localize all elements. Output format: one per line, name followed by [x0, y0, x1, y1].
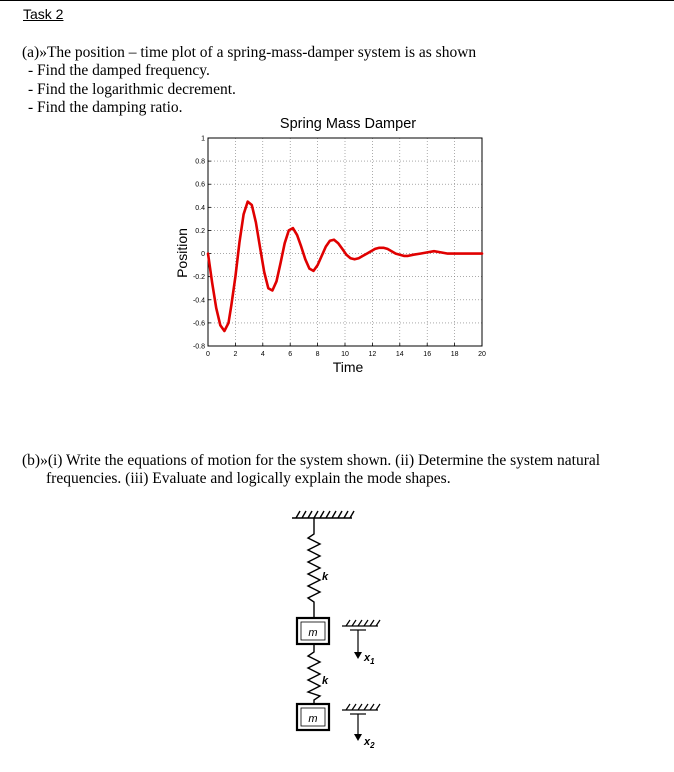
x2-label: $x_2$ — [364, 736, 375, 750]
x-tick-label: 6 — [288, 351, 293, 358]
upper-spring-label: k — [322, 571, 329, 583]
lower-mass-label: m — [308, 713, 318, 725]
top-rule — [0, 0, 674, 1]
x-tick-label: 12 — [368, 351, 377, 358]
chart-title: Spring Mass Damper — [279, 116, 417, 132]
x2-arrow-icon — [354, 734, 362, 741]
two-mass-spring-diagram — [280, 508, 400, 758]
part-b-line-1: (b)»(i) Write the equations of motion for the system shown. (ii) Determine the system natural — [22, 452, 601, 469]
x-tick-label: 2 — [233, 351, 238, 358]
lower-spring — [308, 644, 320, 704]
upper-spring — [308, 518, 320, 618]
y-tick-label: 0.4 — [195, 204, 205, 212]
part-b-text — [22, 452, 640, 488]
y-tick-label: 0.8 — [195, 158, 205, 166]
x-tick-label: 10 — [341, 351, 349, 358]
lower-spring-label: k — [322, 675, 329, 687]
x-axis-label: Time — [332, 359, 364, 375]
spring-mass-damper-chart — [168, 110, 498, 380]
upper-mass-label: m — [308, 627, 318, 639]
part-a-item-3: - Find the damping ratio. — [28, 99, 183, 116]
y-axis-label: Position — [174, 228, 190, 278]
y-tick-label: 0 — [201, 251, 205, 259]
x1-label: $x_1$ — [364, 652, 375, 666]
x2-reference — [342, 704, 380, 738]
y-tick-label: -0.2 — [192, 274, 205, 282]
x-tick-label: 20 — [478, 351, 486, 358]
x-tick-label: 8 — [315, 351, 320, 358]
x-tick-label: 4 — [260, 351, 265, 358]
y-tick-label: 1 — [201, 135, 205, 143]
x-tick-label: 16 — [423, 351, 432, 358]
part-b-line-2: frequencies. (iii) Evaluate and logically explain the mode shapes. — [46, 470, 451, 487]
position-series-line — [208, 202, 482, 331]
x-tick-label: 14 — [395, 351, 404, 358]
chart-grid — [208, 138, 482, 346]
y-tick-label: 0.6 — [195, 181, 205, 189]
part-a-prompt: (a)»The position – time plot of a spring-mass-damper system is as shown — [22, 44, 477, 61]
y-tick-label: -0.6 — [192, 320, 205, 328]
part-a-item-1: - Find the damped frequency. — [28, 62, 210, 79]
y-tick-label: 0.2 — [195, 227, 205, 235]
y-tick-label: -0.8 — [192, 343, 205, 351]
plot-frame — [208, 138, 482, 346]
y-tick-label: -0.4 — [192, 297, 205, 305]
x-tick-label: 0 — [206, 351, 210, 358]
task-title: Task 2 — [23, 6, 64, 22]
ceiling-support — [292, 511, 354, 518]
x1-reference — [342, 620, 380, 656]
part-a-item-2: - Find the logarithmic decrement. — [28, 81, 236, 98]
x1-arrow-icon — [354, 652, 362, 659]
x-tick-label: 18 — [450, 351, 459, 358]
